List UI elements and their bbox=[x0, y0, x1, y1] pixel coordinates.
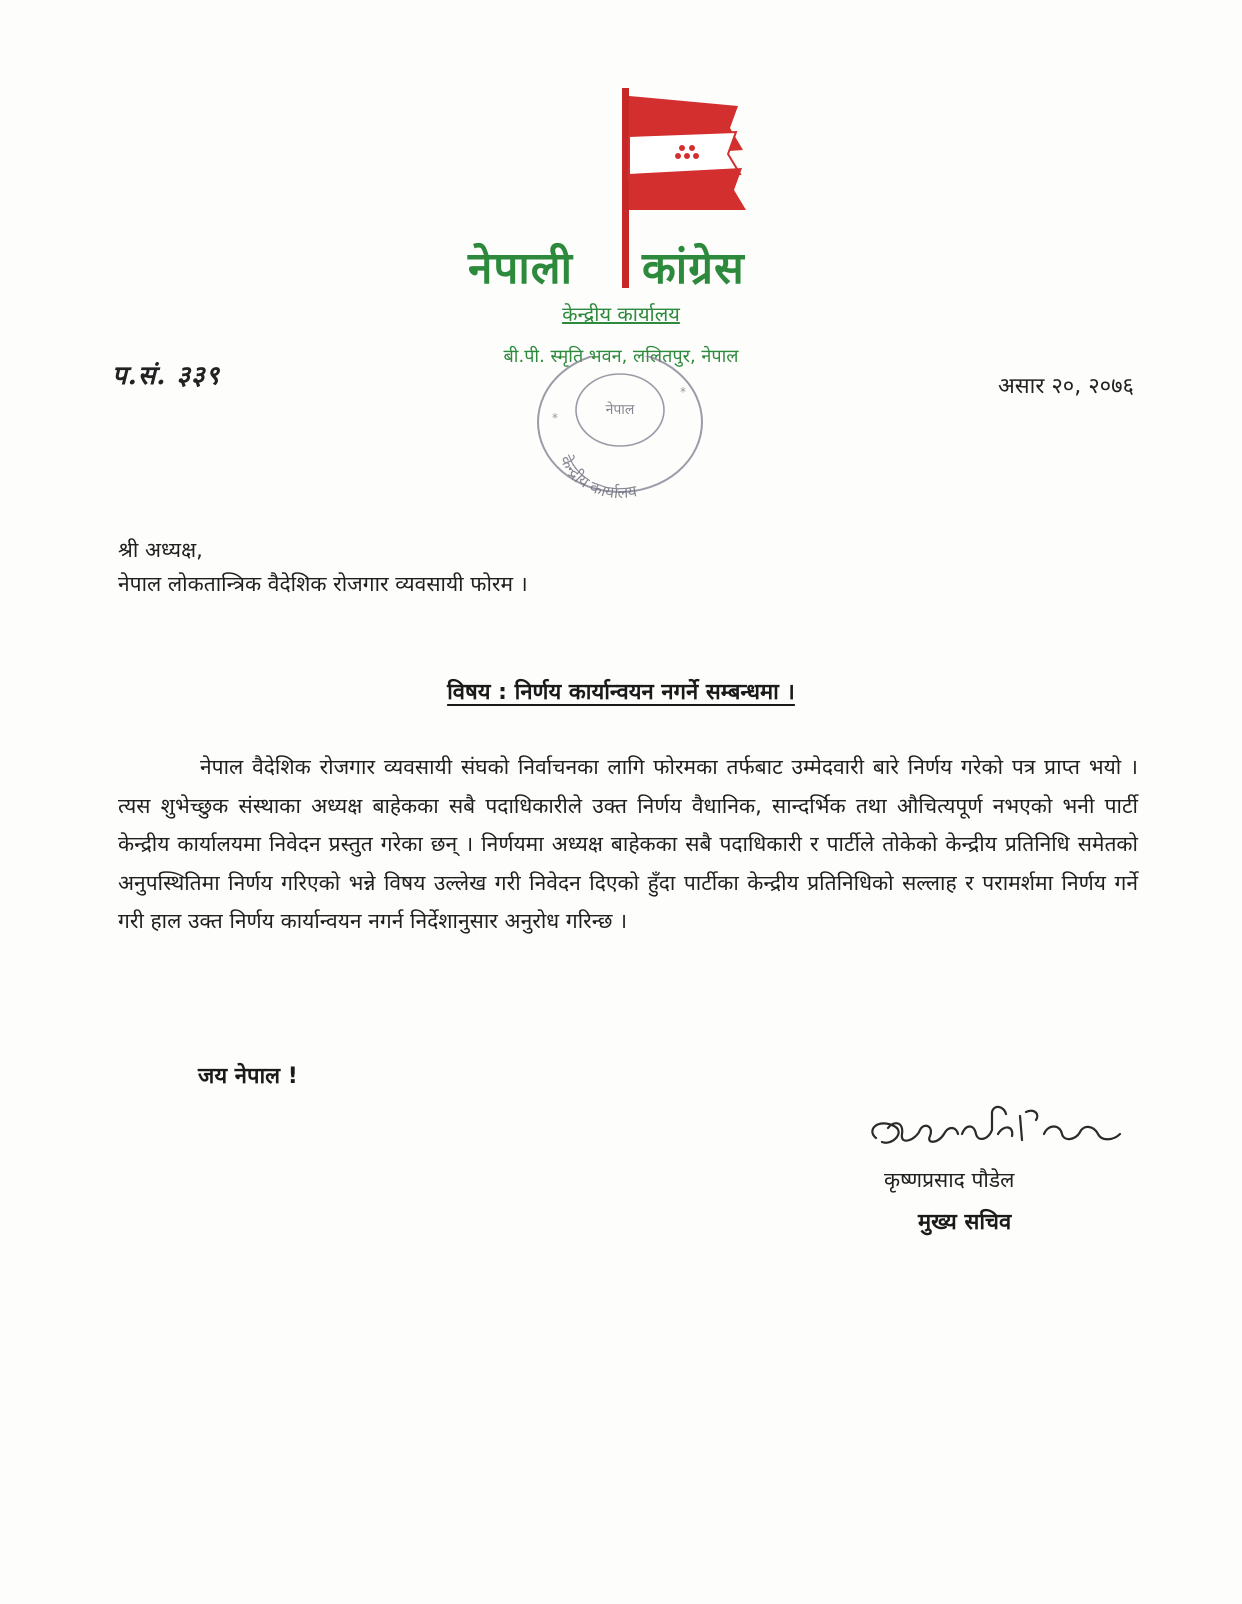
signer-name: कृष्णप्रसाद पौडेल bbox=[884, 1168, 1015, 1192]
letter-date: असार २०, २०७६ bbox=[998, 374, 1134, 399]
stamp-outer-text: केन्द्रीय कार्यालय bbox=[556, 452, 639, 503]
handwritten-signature bbox=[858, 1090, 1138, 1170]
office-address: बी.पी. स्मृति भवन, ललितपुर, नेपाल bbox=[503, 346, 739, 367]
party-name-right: कांग्रेस bbox=[642, 243, 745, 294]
svg-text:केन्द्रीय कार्यालय bbox=[556, 452, 639, 502]
stamp-inner-text: नेपाल bbox=[605, 402, 635, 418]
svg-text:*: * bbox=[552, 411, 558, 425]
signer-title: मुख्य सचिव bbox=[918, 1210, 1012, 1235]
office-stamp bbox=[530, 356, 710, 506]
addressee-line-1: श्री अध्यक्ष, bbox=[118, 538, 203, 562]
letter-body: नेपाल वैदेशिक रोजगार व्यवसायी संघको निर्वाचनका लागि फोरमका तर्फबाट उम्मेदवारी बारे निर्णय गरेको पत्र प्राप्त भयो । त्यस शुभेच्छुक संस्थाका अध्यक्ष बाहेकका सबै पदाधिकारीले उक्त निर्णय वैधानिक, सान्दर्भिक तथा औचित्यपूर्ण नभएको भनी पार्टी केन्द्रीय कार्यालयमा निवेदन प्रस्तुत गरेका छन् । निर्णयमा अध्यक्ष बाहेकका सबै पदाधिकारी र पार्टीले तोकेको केन्द्रीय प्रतिनिधि समेतको अनुपस्थितिमा निर्णय गरिएको भन्ने विषय उल्लेख गरी निवेदन दिएको हुँदा पार्टीका केन्द्रीय प्रतिनिधिको सल्लाह र परामर्शमा निर्णय गर्ने गरी हाल उक्त निर्णय कार्यान्वयन नगर्न निर्देशानुसार अनुरोध गरिन्छ । bbox=[118, 755, 1138, 933]
reference-number: प.सं. ३३९ bbox=[112, 361, 221, 391]
party-name-left: नेपाली bbox=[468, 243, 574, 294]
subject-text: विषय : निर्णय कार्यान्वयन नगर्ने सम्बन्धमा । bbox=[447, 680, 795, 705]
office-name: केन्द्रीय कार्यालय bbox=[562, 302, 680, 326]
closing-salutation: जय नेपाल ! bbox=[198, 1064, 298, 1089]
subject-line bbox=[0, 676, 1242, 706]
svg-text:*: * bbox=[680, 385, 686, 399]
addressee-line-2: नेपाल लोकतान्त्रिक वैदेशिक रोजगार व्यवसायी फोरम । bbox=[118, 572, 528, 596]
